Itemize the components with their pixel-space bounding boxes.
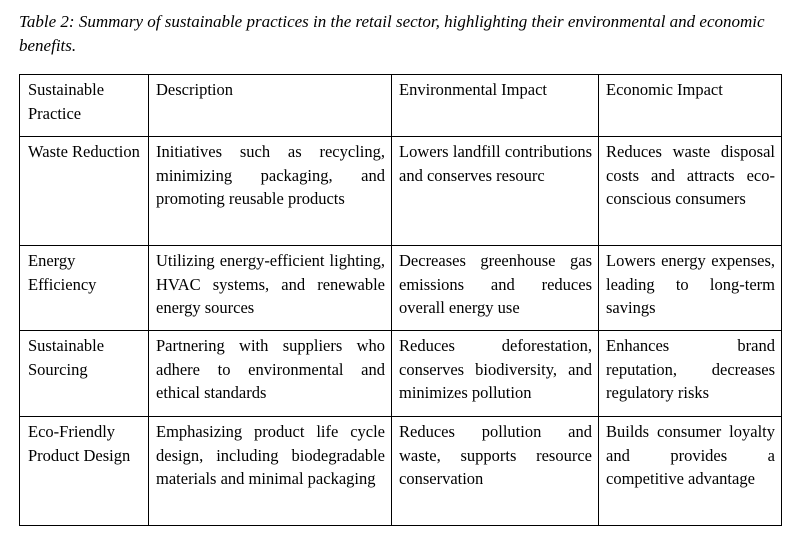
environmental-impact-cell: Lowers landfill contributions and conserves resourc [392, 137, 599, 246]
practice-cell: Sustainable Sourcing [20, 331, 149, 417]
economic-impact-cell: Lowers energy expenses, leading to long-term savings [599, 246, 782, 331]
description-cell: Partnering with suppliers who adhere to environmental and ethical standards [149, 331, 392, 417]
environmental-impact-cell: Reduces deforestation, conserves biodiversity, and minimizes pollution [392, 331, 599, 417]
economic-impact-cell: Enhances brand reputation, decreases regulatory risks [599, 331, 782, 417]
header-economic-impact: Economic Impact [599, 75, 782, 137]
description-cell: Utilizing energy-efficient lighting, HVAC systems, and renewable energy sources [149, 246, 392, 331]
description-cell: Emphasizing product life cycle design, including biodegradable materials and minimal packaging [149, 417, 392, 526]
practice-cell: Energy Efficiency [20, 246, 149, 331]
table-row [20, 331, 782, 417]
table-caption: Table 2: Summary of sustainable practices in the retail sector, highlighting their environmental and economic benefits. [19, 12, 765, 55]
header-description: Description [149, 75, 392, 137]
economic-impact-cell: Reduces waste disposal costs and attracts eco-conscious consumers [599, 137, 782, 246]
environmental-impact-cell: Reduces pollution and waste, supports resource conservation [392, 417, 599, 526]
header-sustainable-practice: Sustainable Practice [20, 75, 149, 137]
economic-impact-cell: Builds consumer loyalty and provides a competitive advantage [599, 417, 782, 526]
practice-cell: Waste Reduction [20, 137, 149, 246]
description-cell: Initiatives such as recycling, minimizing packaging, and promoting reusable products [149, 137, 392, 246]
table-row [20, 417, 782, 526]
table-row [20, 137, 782, 246]
header-environmental-impact: Environmental Impact [392, 75, 599, 137]
environmental-impact-cell: Decreases greenhouse gas emissions and reduces overall energy use [392, 246, 599, 331]
sustainable-practices-table [19, 74, 782, 526]
practice-cell: Eco-Friendly Product Design [20, 417, 149, 526]
table-header-row [20, 75, 782, 137]
table-row [20, 246, 782, 331]
